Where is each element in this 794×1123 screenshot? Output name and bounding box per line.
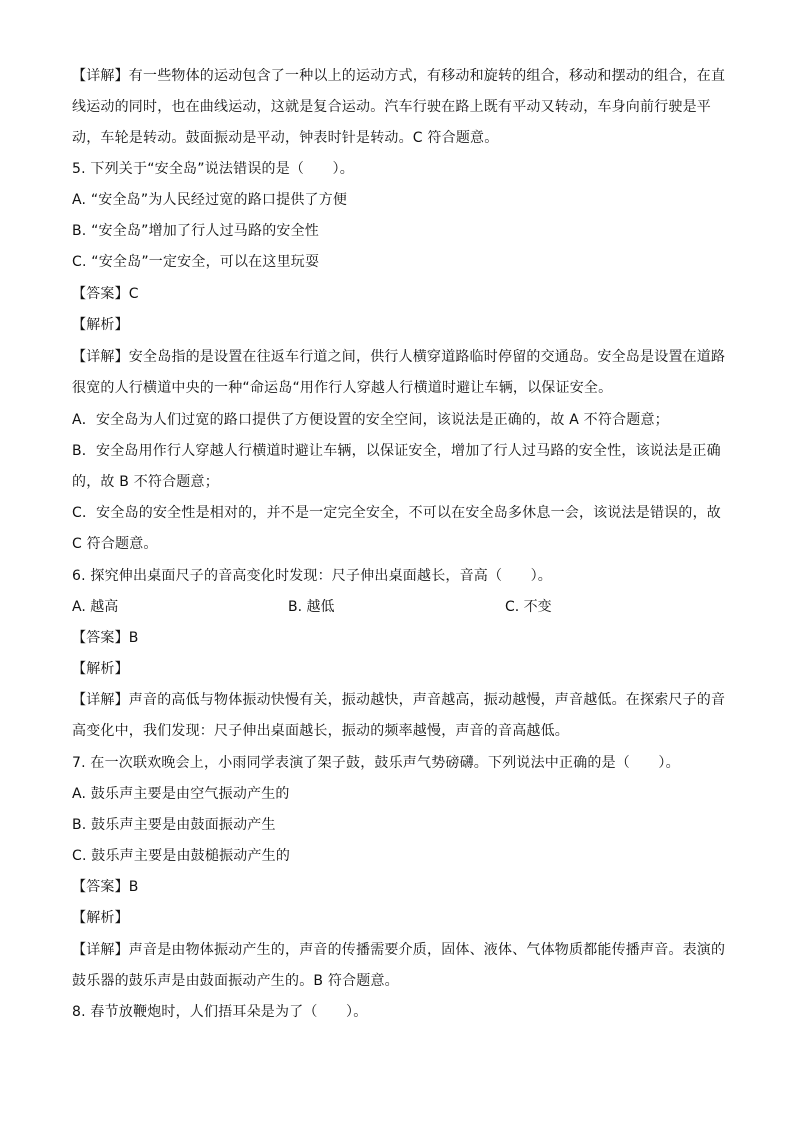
q6-option-a: A. 越高 — [72, 599, 119, 615]
q6-answer: 【答案】B — [72, 630, 139, 646]
q6-option-b: B. 越低 — [288, 599, 335, 615]
q5-option-a: A. “安全岛”为人民经过宽的路口提供了方便 — [72, 192, 348, 208]
q5-detail-line-4: B．安全岛用作行人穿越人行横道时避让车辆，以保证安全，增加了行人过马路的安全性，该说法是正确 — [72, 443, 721, 459]
q6-option-c: C. 不变 — [505, 599, 552, 615]
q5-option-b: B. “安全岛”增加了行人过马路的安全性 — [72, 223, 320, 239]
q6-detail-line-1: 【详解】声音的高低与物体振动快慢有关，振动越快，声音越高，振动越慢，声音越低。在探索尺子的音 — [72, 692, 726, 708]
q4-detail-line-2: 线运动的同时，也在曲线运动，这就是复合运动。汽车行驶在路上既有平动又转动，车身向前行驶是平 — [72, 99, 711, 115]
q5-answer: 【答案】C — [72, 286, 139, 302]
q5-option-c: C. “安全岛”一定安全，可以在这里玩耍 — [72, 254, 320, 270]
q5-detail-line-6: C．安全岛的安全性是相对的，并不是一定完全安全，不可以在安全岛多休息一会，该说法是错误的，故 — [72, 505, 721, 521]
q7-analysis-label: 【解析】 — [72, 910, 129, 926]
q5-detail-line-2: 很宽的人行横道中央的一种“命运岛“用作行人穿越人行横道时避让车辆，以保证安全。 — [72, 380, 613, 396]
q7-option-b: B. 鼓乐声主要是由鼓面振动产生 — [72, 817, 276, 833]
q5-detail-line-1: 【详解】安全岛指的是设置在往返车行道之间，供行人横穿道路临时停留的交通岛。安全岛是设置在道路 — [72, 349, 726, 365]
q5-analysis-label: 【解析】 — [72, 317, 129, 333]
q7-option-a: A. 鼓乐声主要是由空气振动产生的 — [72, 786, 290, 802]
q6-detail-line-2: 高变化中，我们发现：尺子伸出桌面越长，振动的频率越慢，声音的音高越低。 — [72, 723, 569, 739]
q7-detail-line-1: 【详解】声音是由物体振动产生的，声音的传播需要介质，固体、液体、气体物质都能传播声音。表演的 — [72, 942, 726, 958]
q5-detail-line-7: C 符合题意。 — [72, 536, 158, 552]
q5-detail-line-5: 的，故 B 不符合题意； — [72, 474, 219, 490]
q6-question: 6. 探究伸出桌面尺子的音高变化时发现：尺子伸出桌面越长，音高（ ）。 — [72, 568, 553, 584]
q4-detail-line-1: 【详解】有一些物体的运动包含了一种以上的运动方式，有移动和旋转的组合，移动和摆动的组合，在直 — [72, 68, 726, 84]
q7-answer: 【答案】B — [72, 879, 139, 895]
q8-question: 8. 春节放鞭炮时，人们捂耳朵是为了（ ）。 — [72, 1004, 368, 1020]
q5-detail-line-3: A．安全岛为人们过宽的路口提供了方便设置的安全空间，该说法是正确的，故 A 不符合题意； — [72, 412, 669, 428]
q7-question: 7. 在一次联欢晚会上，小雨同学表演了架子鼓，鼓乐声气势磅礴。下列说法中正确的是（ ）。 — [72, 755, 680, 771]
q6-analysis-label: 【解析】 — [72, 661, 129, 677]
q4-detail-line-3: 动，车轮是转动。鼓面振动是平动，钟表时针是转动。C 符合题意。 — [72, 130, 499, 146]
q7-detail-line-2: 鼓乐器的鼓乐声是由鼓面振动产生的。B 符合题意。 — [72, 973, 399, 989]
q5-question: 5. 下列关于“安全岛”说法错误的是（ ）。 — [72, 161, 354, 177]
q7-option-c: C. 鼓乐声主要是由鼓槌振动产生的 — [72, 848, 291, 864]
